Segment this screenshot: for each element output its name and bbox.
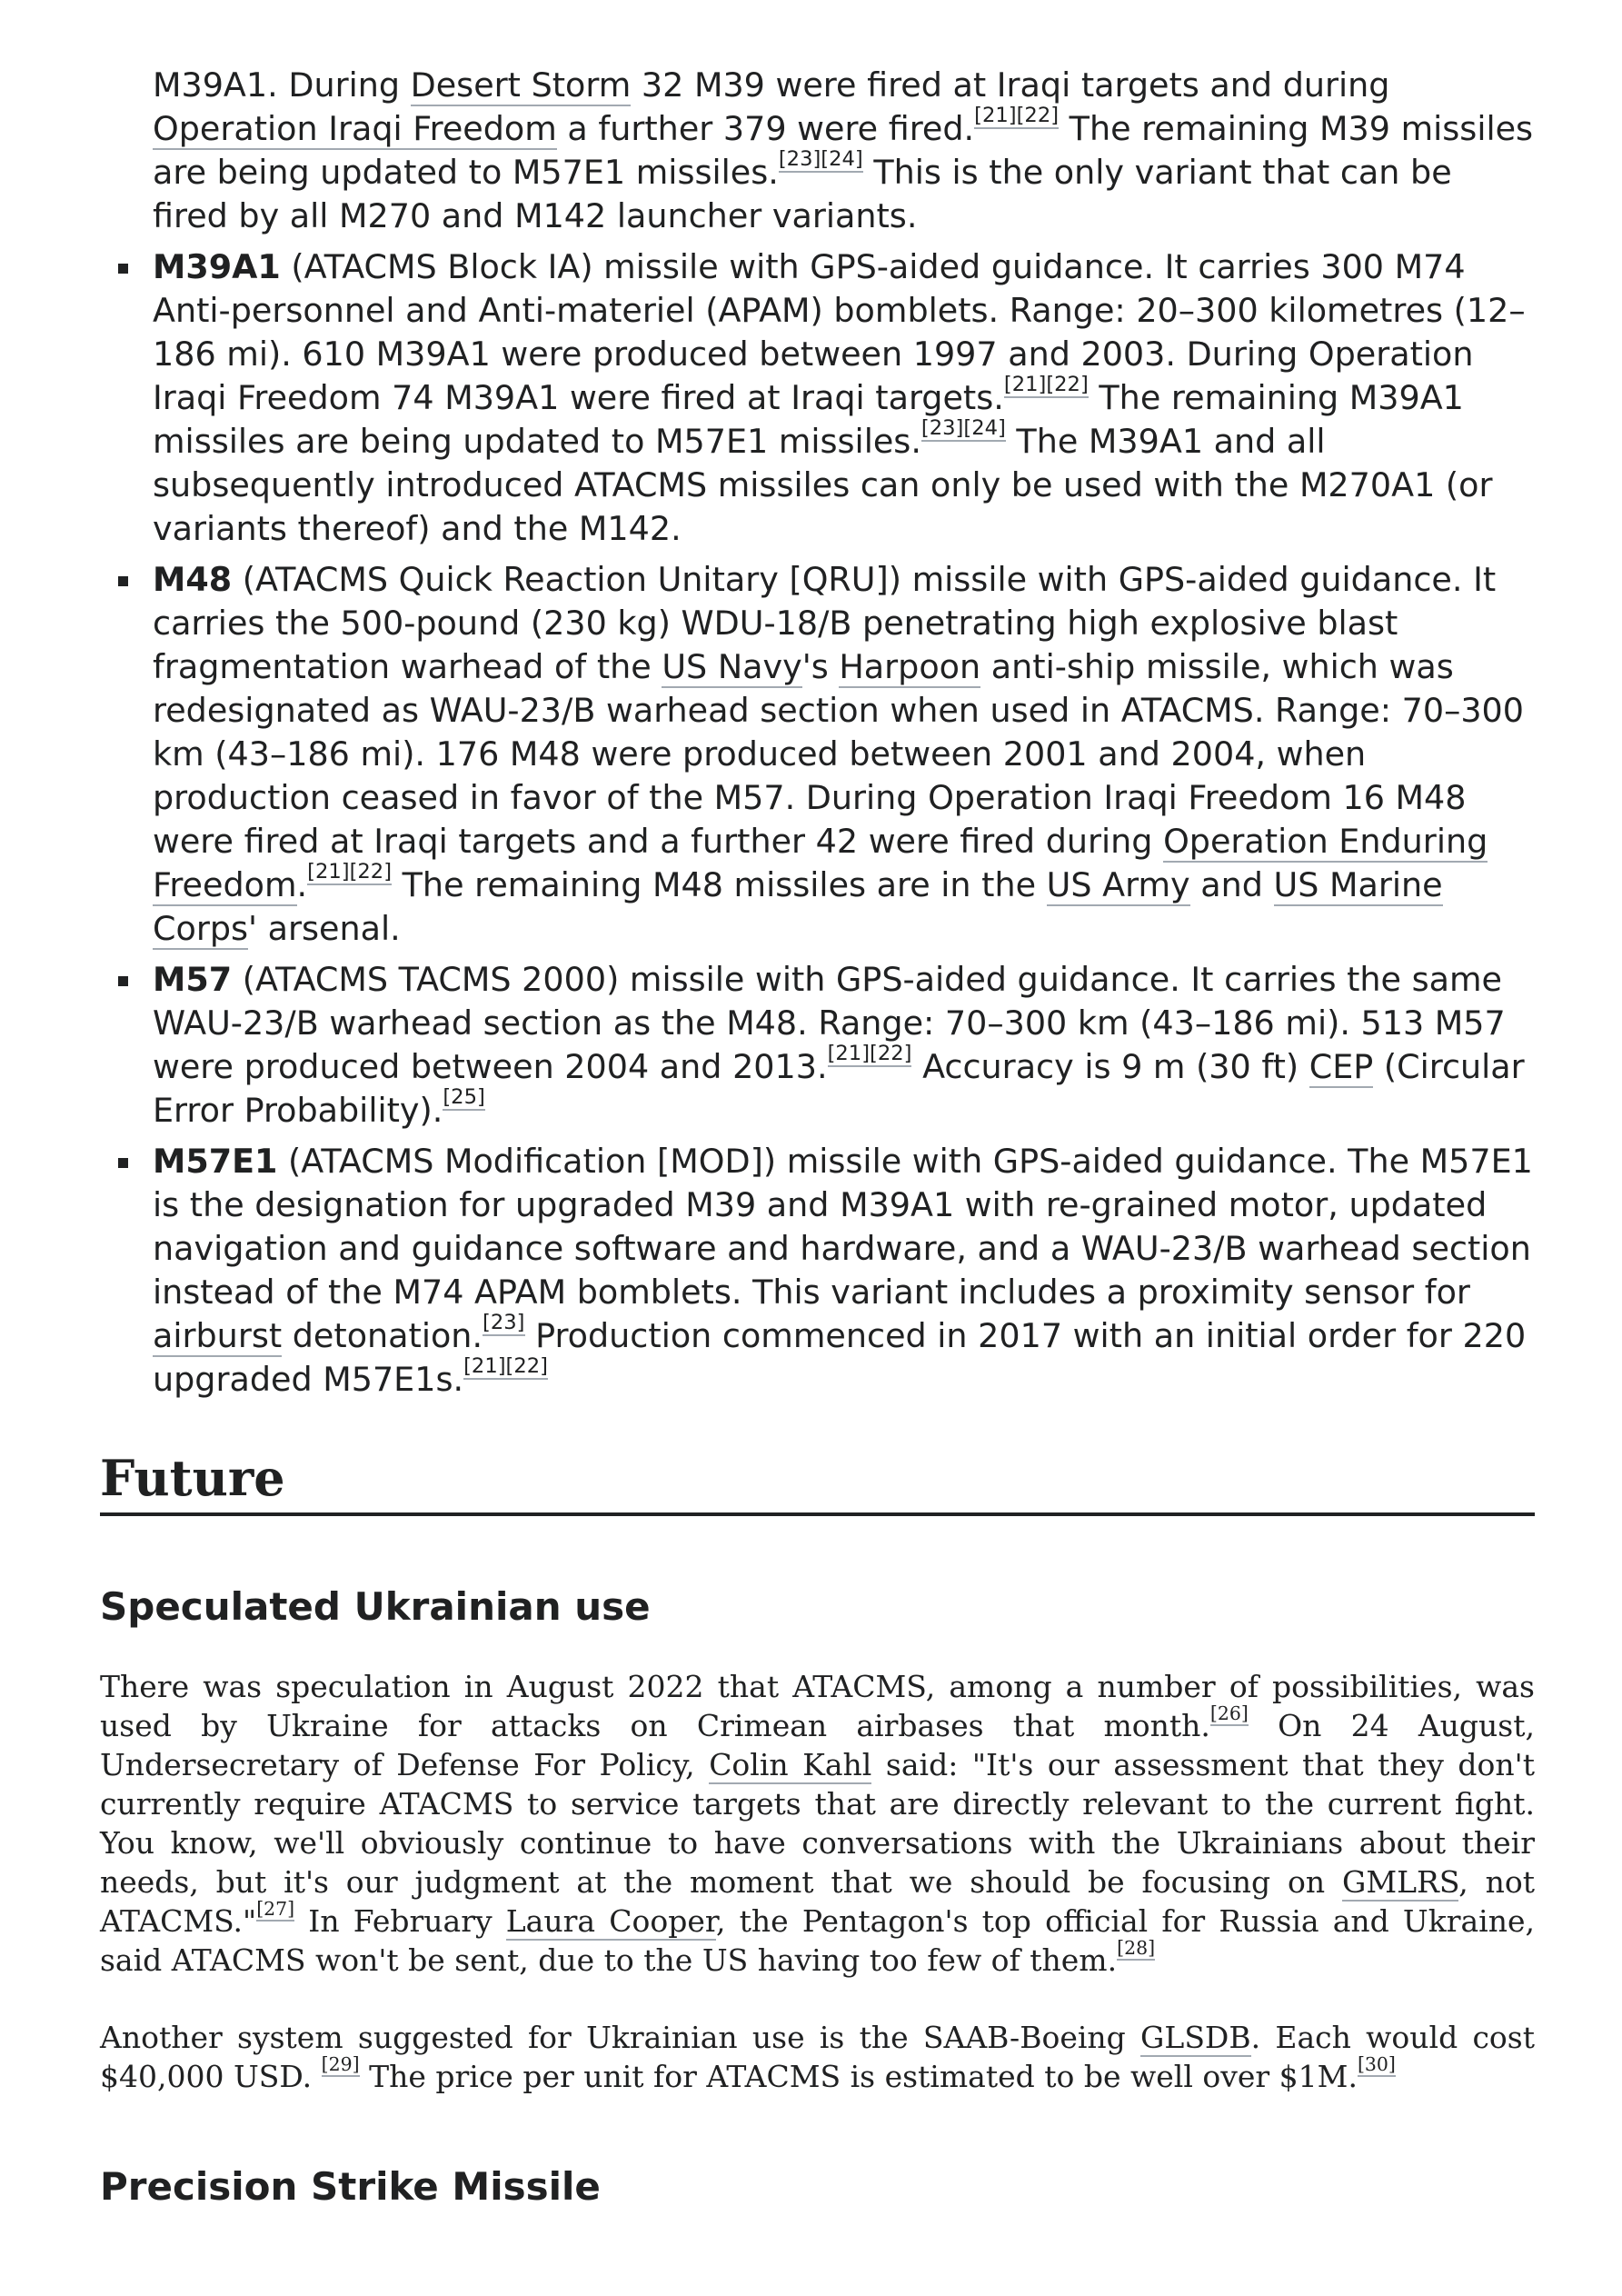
text: The remaining M39 missiles are being updated to M57E1 missiles. xyxy=(153,109,1534,192)
citation-link[interactable]: [21] xyxy=(827,1041,871,1065)
list-item-m39-continued xyxy=(153,64,1535,238)
text: , the Pentagon's top official for Russia and Ukraine, said ATACMS won't be sent, due to the US having too few of them. xyxy=(100,1903,1535,1978)
link-harpoon[interactable]: Harpoon xyxy=(839,647,981,686)
link-operation-iraqi-freedom[interactable]: Operation Iraqi Freedom xyxy=(153,109,557,148)
text: (ATACMS TACMS 2000) missile with GPS-aided guidance. It carries the same WAU-23/B warhead section as the M48. Range: 70–300 km (43–186 mi). 513 M57 were produced between 2004 and 2013. xyxy=(153,960,1506,1086)
variant-term: M57 xyxy=(153,960,233,999)
citation-link[interactable]: [21] xyxy=(1003,372,1047,396)
paragraph-ukraine-speculation xyxy=(100,1667,1535,1980)
citation-link[interactable]: [23] xyxy=(778,146,821,171)
list-item-m39a1 xyxy=(153,245,1535,551)
text: M39A1. During xyxy=(153,65,411,105)
citation-link[interactable]: [21] xyxy=(974,103,1017,127)
citation-link[interactable]: [29] xyxy=(321,2052,360,2075)
text: Production commenced in 2017 with an initial order for 220 upgraded M57E1s. xyxy=(153,1316,1527,1399)
text: The M39A1 and all subsequently introduced ATACMS missiles can only be used with the M270A1 (or variants thereof) and the M142. xyxy=(153,422,1493,548)
citation-link[interactable]: [24] xyxy=(821,146,863,171)
variant-list xyxy=(100,64,1535,1402)
citation-link[interactable]: [22] xyxy=(505,1353,548,1378)
link-us-navy[interactable]: US Navy xyxy=(662,647,802,686)
text: (ATACMS Modification [MOD]) missile with GPS-aided guidance. The M57E1 is the designation for upgraded M39 and M39A1 with re-grained motor, updated navigation and guidance software and hardware, and a WAU-23/B warhead section instead of the M74 APAM bomblets. This variant includes a proximity sensor for xyxy=(153,1142,1533,1312)
list-item-m48 xyxy=(153,558,1535,951)
link-us-marine-corps[interactable]: US Marine Corps xyxy=(153,865,1443,948)
section-heading-future: Future xyxy=(100,1449,1535,1516)
citation-link[interactable]: [27] xyxy=(256,1897,295,1920)
link-cep[interactable]: CEP xyxy=(1309,1047,1374,1086)
link-airburst[interactable]: airburst xyxy=(153,1316,283,1355)
text: (ATACMS Block IA) missile with GPS-aided guidance. It carries 300 M74 Anti-personnel and Anti-materiel (APAM) bomblets. Range: 20–300 kilometres (12–186 mi). 610 M39A1 were produced between 1997 and 2003. During Operation Iraqi Freedom 74 M39A1 were fired at Iraqi targets. xyxy=(153,247,1526,417)
variant-term: M39A1 xyxy=(153,247,281,286)
text: The price per unit for ATACMS is estimated to be well over $1M. xyxy=(359,2059,1358,2094)
citation-link[interactable]: [30] xyxy=(1357,2052,1396,2075)
citation-link[interactable]: [21] xyxy=(307,859,350,883)
text: and xyxy=(1189,865,1274,904)
citation-link[interactable]: [22] xyxy=(1046,372,1089,396)
text: . xyxy=(296,865,308,904)
citation-link[interactable]: [28] xyxy=(1117,1936,1156,1959)
text: The remaining M39A1 missiles are being updated to M57E1 missiles. xyxy=(153,378,1464,461)
citation-link[interactable]: [22] xyxy=(349,859,393,883)
text: Accuracy is 9 m (30 ft) xyxy=(911,1047,1309,1086)
variant-term: M57E1 xyxy=(153,1142,278,1181)
citation-link[interactable]: [22] xyxy=(870,1041,912,1065)
text: a further 379 were fired. xyxy=(556,109,975,148)
text: said: "It's our assessment that they don't currently require ATACMS to service targets that are directly relevant to the current fight. You know, we'll obviously continue to have conversations with the Ukrainians about their needs, but it's our judgment at the moment that we should be focusing on xyxy=(100,1747,1535,1900)
citation-link[interactable]: [26] xyxy=(1209,1702,1249,1724)
text: (ATACMS Quick Reaction Unitary [QRU]) missile with GPS-aided guidance. It carries the 500-pound (230 kg) WDU-18/B penetrating high explosive blast fragmentation warhead of the xyxy=(153,560,1497,686)
text: 's xyxy=(801,647,840,686)
link-laura-cooper[interactable]: Laura Cooper xyxy=(505,1903,716,1939)
link-colin-kahl[interactable]: Colin Kahl xyxy=(709,1747,872,1782)
paragraph-glsdb xyxy=(100,2018,1535,2096)
text: On 24 August, Undersecretary of Defense For Policy, xyxy=(100,1708,1535,1782)
text: Another system suggested for Ukrainian use is the SAAB-Boeing xyxy=(100,2020,1141,2055)
list-item-m57 xyxy=(153,958,1535,1133)
variant-term: M48 xyxy=(153,560,233,599)
citation-link[interactable]: [21] xyxy=(463,1353,506,1378)
citation-link[interactable]: [25] xyxy=(443,1084,485,1109)
text: detonation. xyxy=(282,1316,483,1355)
text: , not ATACMS." xyxy=(100,1864,1535,1939)
citation-link[interactable]: [23] xyxy=(483,1310,525,1334)
citation-link[interactable]: [22] xyxy=(1016,103,1060,127)
link-desert-storm[interactable]: Desert Storm xyxy=(410,65,632,105)
link-us-army[interactable]: US Army xyxy=(1046,865,1190,904)
text: There was speculation in August 2022 that ATACMS, among a number of possibilities, was used by Ukraine for attacks on Crimean airbases that month. xyxy=(100,1669,1535,1743)
link-operation-enduring-freedom[interactable]: Operation Enduring Freedom xyxy=(153,822,1488,904)
text: (Circular Error Probability). xyxy=(153,1047,1525,1130)
citation-link[interactable]: [23] xyxy=(920,415,964,440)
subsection-heading-precision-strike-missile: Precision Strike Missile xyxy=(100,2164,601,2209)
list-item-m57e1 xyxy=(153,1140,1535,1402)
text: anti-ship missile, which was redesignated as WAU-23/B warhead section when used in ATACMS. Range: 70–300 km (43–186 mi). 176 M48 were produced between 2001 and 2004, when production ceased in favor of the M57. During Operation Iraqi Freedom 16 M48 were fired at Iraqi targets and a further 42 were fired during xyxy=(153,647,1524,861)
text: The remaining M48 missiles are in the xyxy=(392,865,1047,904)
text: In February xyxy=(294,1903,506,1939)
link-gmlrs[interactable]: GMLRS xyxy=(1341,1864,1459,1900)
text: . Each would cost $40,000 USD. xyxy=(100,2020,1535,2094)
link-glsdb[interactable]: GLSDB xyxy=(1140,2020,1251,2055)
text: ' arsenal. xyxy=(248,909,401,948)
text: This is the only variant that can be fired by all M270 and M142 launcher variants. xyxy=(153,153,1452,235)
text: 32 M39 were fired at Iraqi targets and during xyxy=(631,65,1390,105)
citation-link[interactable]: [24] xyxy=(963,415,1006,440)
subsection-heading-ukrainian-use: Speculated Ukrainian use xyxy=(100,1584,651,1629)
